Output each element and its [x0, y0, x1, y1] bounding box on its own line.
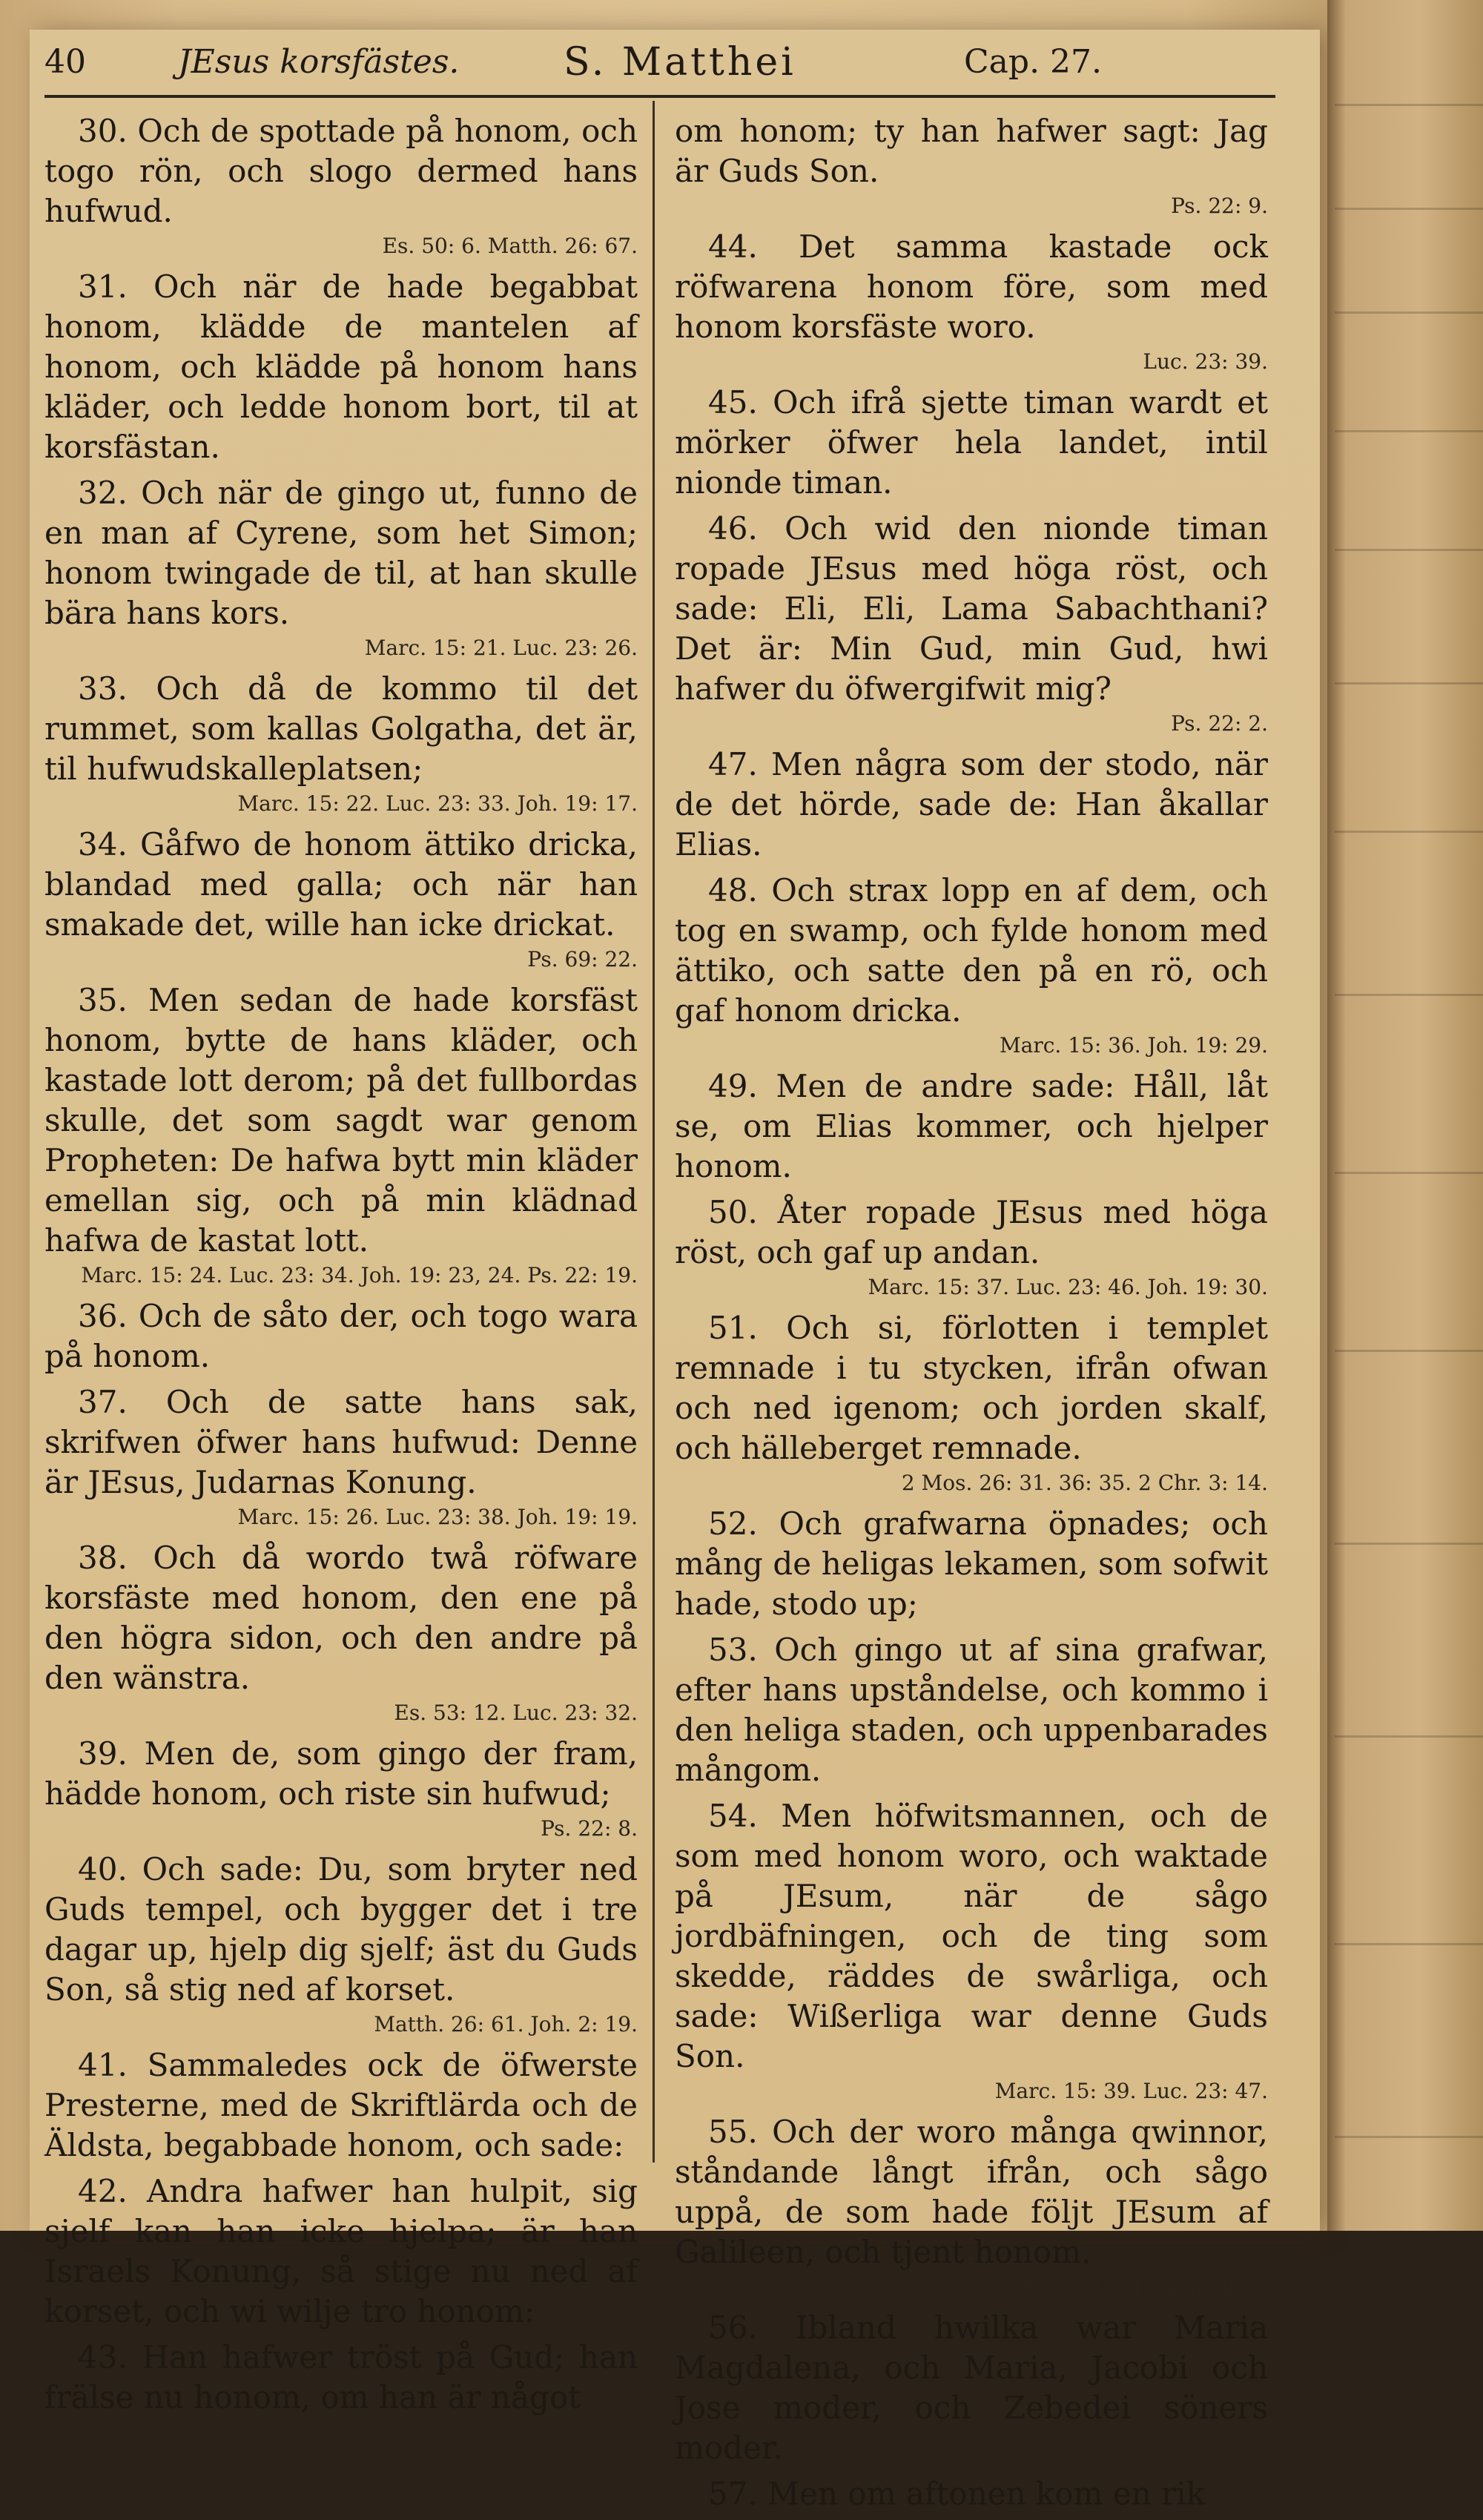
cross-reference: Marc. 15: 26. Luc. 23: 38. Joh. 19: 19. — [237, 1505, 638, 1529]
verse: 46. Och wid den nionde timan ropade JEsus med höga röst, och sade: Eli, Eli, Lama Sabachthani? Det är: Min Gud, min Gud, hwi hafwer du öfwergifwit mig? — [675, 510, 1268, 707]
section-title: JEsus korsfästes. — [178, 43, 460, 81]
verse: 34. Gåfwo de honom ättiko dricka, blandad med galla; och när han smakade det, wille han icke drickat. — [44, 826, 638, 943]
chapter-label: Cap. 27. — [964, 43, 1103, 81]
cross-reference: Marc. 15: 37. Luc. 23: 46. Joh. 19: 30. — [868, 1275, 1268, 1299]
cross-reference: Es. 53: 12. Luc. 23: 32. — [394, 1701, 638, 1725]
verse: 47. Men några som der stodo, när de det hörde, sade de: Han åkallar Elias. — [675, 746, 1268, 862]
verse: 33. Och då de kommo til det rummet, som kallas Golgatha, det är, til hufwudskalleplatsen; — [44, 670, 638, 787]
verse: 52. Och grafwarna öpnades; och mång de heligas lekamen, som sofwit hade, stodo up; — [675, 1505, 1268, 1622]
verse: 32. Och när de gingo ut, funno de en man af Cyrene, som het Simon; honom twingade de til, at han skulle bära hans kors. — [44, 475, 638, 631]
edge-text-line — [1335, 816, 1483, 833]
verse: 55. Och der woro många qwinnor, ståndande långt ifrån, och sågo uppå, de som hade följt JEsum af Galileen, och tjent honom. — [675, 2114, 1268, 2270]
verse: 39. Men de, som gingo der fram, hädde honom, och riste sin hufwud; — [44, 1735, 638, 1812]
verse: 51. Och si, förlotten i templet remnade i tu stycken, ifrån ofwan och ned igenom; och jorden skalf, och hälleberget remnade. — [675, 1310, 1268, 1466]
verse: 44. Det samma kastade ock röfwarena honom före, som med honom korsfäste woro. — [675, 228, 1268, 345]
edge-text-line — [1335, 2121, 1483, 2138]
edge-text-line — [1335, 1721, 1483, 1738]
verse: 45. Och ifrå sjette timan wardt et mörker öfwer hela landet, intil nionde timan. — [675, 384, 1268, 501]
verse: 54. Men höfwitsmannen, och de som med honom woro, och waktade på JEsum, när de sågo jordbäfningen, och de ting som skedde, räddes de swårliga, och sade: Wißerliga war denne Guds Son. — [675, 1798, 1268, 2074]
verse: 31. Och när de hade begabbat honom, klädde de mantelen af honom, och klädde på honom hans kläder, och ledde honom bort, til at korsfästan. — [44, 268, 638, 465]
edge-text-line — [1335, 1928, 1483, 1945]
cross-reference: Ps. 22: 8. — [541, 1816, 638, 1841]
verse: 53. Och gingo ut af sina grafwar, efter hans upståndelse, och kommo i den heliga staden, och uppenbarades mångom. — [675, 1632, 1268, 1788]
cross-reference: Marc. 15: 40. Luc. 8: 2. — [1021, 2275, 1268, 2299]
edge-text-line — [1335, 415, 1483, 432]
running-header — [44, 30, 1275, 89]
verse: 43. Han hafwer tröst på Gud; han frälse nu honom, om han är något — [44, 2339, 638, 2415]
adjacent-page-edge — [1327, 0, 1483, 2231]
verse: 50. Åter ropade JEsus med höga röst, och gaf up andan. — [675, 1194, 1268, 1270]
cross-reference: Ps. 69: 22. — [527, 947, 638, 972]
cross-reference: Luc. 23: 39. — [1143, 349, 1268, 374]
left-column — [44, 111, 638, 2424]
edge-text-line — [1335, 89, 1483, 106]
cross-reference: Matth. 26: 61. Joh. 2: 19. — [374, 2012, 638, 2036]
header-rule — [44, 95, 1275, 98]
verse: 40. Och sade: Du, som bryter ned Guds tempel, och bygger det i tre dagar up, hjelp dig sjelf; äst du Guds Son, så stig ned af korset. — [44, 1851, 638, 2008]
cross-reference: Es. 50: 6. Matth. 26: 67. — [382, 234, 638, 258]
cross-reference: Marc. 15: 36. Joh. 19: 29. — [999, 1033, 1268, 1058]
edge-text-line — [1335, 1335, 1483, 1352]
verse: 36. Och de såto der, och togo wara på honom. — [44, 1298, 638, 1374]
edge-text-line — [1335, 193, 1483, 210]
edge-text-line — [1335, 979, 1483, 996]
book-title: S. Matthei — [564, 40, 796, 85]
verse: 38. Och då wordo twå röfware korsfäste med honom, den ene på den högra sidon, och den andre på den wänstra. — [44, 1540, 638, 1696]
cross-reference: Marc. 15: 39. Luc. 23: 47. — [994, 2079, 1268, 2103]
column-divider — [653, 101, 655, 2163]
cross-reference: Marc. 15: 21. Luc. 23: 26. — [364, 636, 638, 660]
edge-text-line — [1335, 297, 1483, 314]
verse: om honom; ty han hafwer sagt: Jag är Guds Son. — [675, 113, 1268, 189]
edge-text-line — [1335, 1528, 1483, 1545]
verse: 48. Och strax lopp en af dem, och tog en swamp, och fylde honom med ättiko, och satte den på en rö, och gaf honom dricka. — [675, 872, 1268, 1029]
verse: 30. Och de spottade på honom, och togo rön, och slogo dermed hans hufwud. — [44, 113, 638, 229]
cross-reference: Ps. 22: 2. — [1171, 711, 1268, 736]
cross-reference: 2 Mos. 26: 31. 36: 35. 2 Chr. 3: 14. — [901, 1471, 1268, 1495]
page-number: 40 — [44, 43, 86, 81]
verse: 56. Ibland hwilka war Maria Magdalena, och Maria, Jacobi och Jose moder, och Zebedei söners moder. — [675, 2309, 1268, 2466]
edge-text-line — [1335, 667, 1483, 685]
cross-reference: Marc. 15: 24. Luc. 23: 34. Joh. 19: 23, 24. Ps. 22: 19. — [81, 1263, 638, 1287]
right-column — [675, 111, 1268, 2520]
verse: 42. Andra hafwer han hulpit, sig sjelf kan han icke hjelpa; är han Israels Konung, så stige nu ned af korset, och wi wilje tro honom: — [44, 2173, 638, 2329]
cross-reference: Ps. 22: 9. — [1171, 194, 1268, 218]
verse: 49. Men de andre sade: Håll, låt se, om Elias kommer, och hjelper honom. — [675, 1068, 1268, 1184]
verse: 37. Och de satte hans sak, skrifwen öfwer hans hufwud: Denne är JEsus, Judarnas Konung. — [44, 1384, 638, 1500]
edge-text-line — [1335, 534, 1483, 551]
cross-reference: Marc. 15: 22. Luc. 23: 33. Joh. 19: 17. — [237, 791, 638, 816]
edge-text-line — [1335, 1157, 1483, 1174]
verse: 35. Men sedan de hade korsfäst honom, bytte de hans kläder, och kastade lott derom; på det fullbordas skulle, det som sagdt war genom Propheten: De hafwa bytt min kläder emellan sig, och på min klädnad hafwa de kastat lott. — [44, 982, 638, 1259]
verse: 41. Sammaledes ock de öfwerste Presterne, med de Skriftlärda och de Äldsta, begabbade honom, och sade: — [44, 2047, 638, 2163]
verse: 57. Men om aftonen kom en rik — [708, 2476, 1206, 2512]
